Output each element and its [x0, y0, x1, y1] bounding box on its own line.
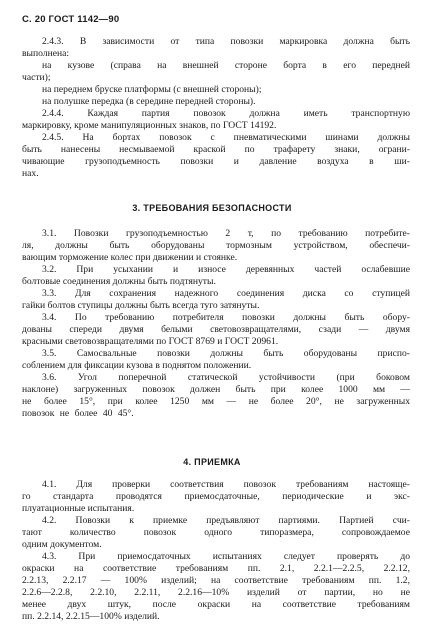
text-line: пп. 2.2.14, 2.2.15—100% изделий. [22, 611, 160, 622]
text-line: гайки болтов ступицы должны быть всегда туго затянуты. [22, 300, 260, 311]
text-line: 3.4. По требованию потребителя повозки должны быть обору- [42, 312, 410, 323]
text-line: 2.4.3. В зависимости от типа повозки маркировка должна быть [42, 36, 410, 47]
text-line: чивающие грузоподъемность повозки и давление воздуха в ши- [22, 156, 410, 167]
text-line: 3.6. Угол поперечной статической устойчивости (при боковом [42, 372, 410, 383]
section-heading-safety: 3. ТРЕБОВАНИЯ БЕЗОПАСНОСТИ [132, 203, 292, 213]
text-line: 4.2. Повозки к приемке предъявляют партиями. Партией счи- [42, 515, 410, 526]
text-line: 2.2.13, 2.2.17 — 100% изделий; на соответствие требованиям пп. 1.2, [22, 575, 410, 586]
text-line: быть нанесены несмываемой краской по трафарету знаки, ограни- [22, 144, 410, 155]
text-line: 3.1. Повозки грузоподъемностью 2 т, по требованию потребите- [42, 228, 410, 239]
text-line: ля, должны быть оборудованы тормозным устройством, обеспечи- [22, 240, 410, 251]
text-line: 2.4.5. На бортах повозок с пневматическими шинами должны [42, 132, 410, 143]
text-line: дованы спереди двумя белыми световозвращателями, сзади — двумя [22, 324, 410, 335]
text-line: 3.2. При усыхании и износе деревянных частей ослабевшие [42, 264, 410, 275]
text-line: одним документом. [22, 539, 102, 550]
section-heading-acceptance: 4. ПРИЕМКА [183, 457, 241, 467]
text-line: не более 15°, при колее 1250 мм — не более 20°, не загруженных [22, 396, 410, 407]
text-line: на кузове (справа на внешней стороне борта в его передней [42, 60, 410, 71]
text-line: менее двух штук, после окраски на соответствие требованиям [22, 599, 410, 610]
text-line: повозок не более 40 45°. [22, 408, 134, 419]
text-line: маркировку, кроме манипуляционных знаков, по ГОСТ 14192. [22, 120, 277, 131]
text-line: соблением для фиксации кузова в поднятом положении. [22, 360, 252, 371]
text-line: красными световозвращателями по ГОСТ 8769 и ГОСТ 20961. [22, 336, 279, 347]
text-line: на полушке передка (в середине передней стороны). [42, 96, 256, 107]
text-line: нах. [22, 168, 39, 179]
text-line: го стандарта проводятся приемосдаточные, периодические и экс- [22, 491, 410, 502]
text-line: окраски на соответствие требованиям пп. 2.1, 2.2.1—2.2.5, 2.2.12, [22, 563, 410, 574]
text-line: выполнена: [22, 48, 70, 59]
text-line: на переднем бруске платформы (с внешней стороны); [42, 84, 262, 95]
text-line: болтовые соединения должны быть подтянуты. [22, 276, 216, 287]
text-line: тают количество повозок одного типоразмера, сопровождаемое [22, 527, 410, 538]
text-line: наклоне) загруженных повозок должен быть при колее 1000 мм — [22, 384, 410, 395]
text-line: вающим торможение колес при движении и стоянке. [22, 252, 238, 263]
text-line: части); [22, 72, 51, 83]
text-line: плуатационные испытания. [22, 503, 135, 514]
text-line: 3.3. Для сохранения надежного соединения диска со ступицей [42, 288, 410, 299]
text-line: 2.2.6—2.2.8, 2.2.10, 2.2.11, 2.2.16—10% изделий от партии, но не [22, 587, 410, 598]
page-header: С. 20 ГОСТ 1142—90 [22, 14, 120, 25]
text-line: 4.1. Для проверки соответствия повозок требованиям настояще- [42, 479, 410, 490]
text-line: 3.5. Самосвальные повозки должны быть оборудованы приспо- [42, 348, 410, 359]
text-line: 2.4.4. Каждая партия повозок должна иметь транспортную [42, 108, 410, 119]
text-line: 4.3. При приемосдаточных испытаниях следует проверять до [42, 551, 410, 562]
